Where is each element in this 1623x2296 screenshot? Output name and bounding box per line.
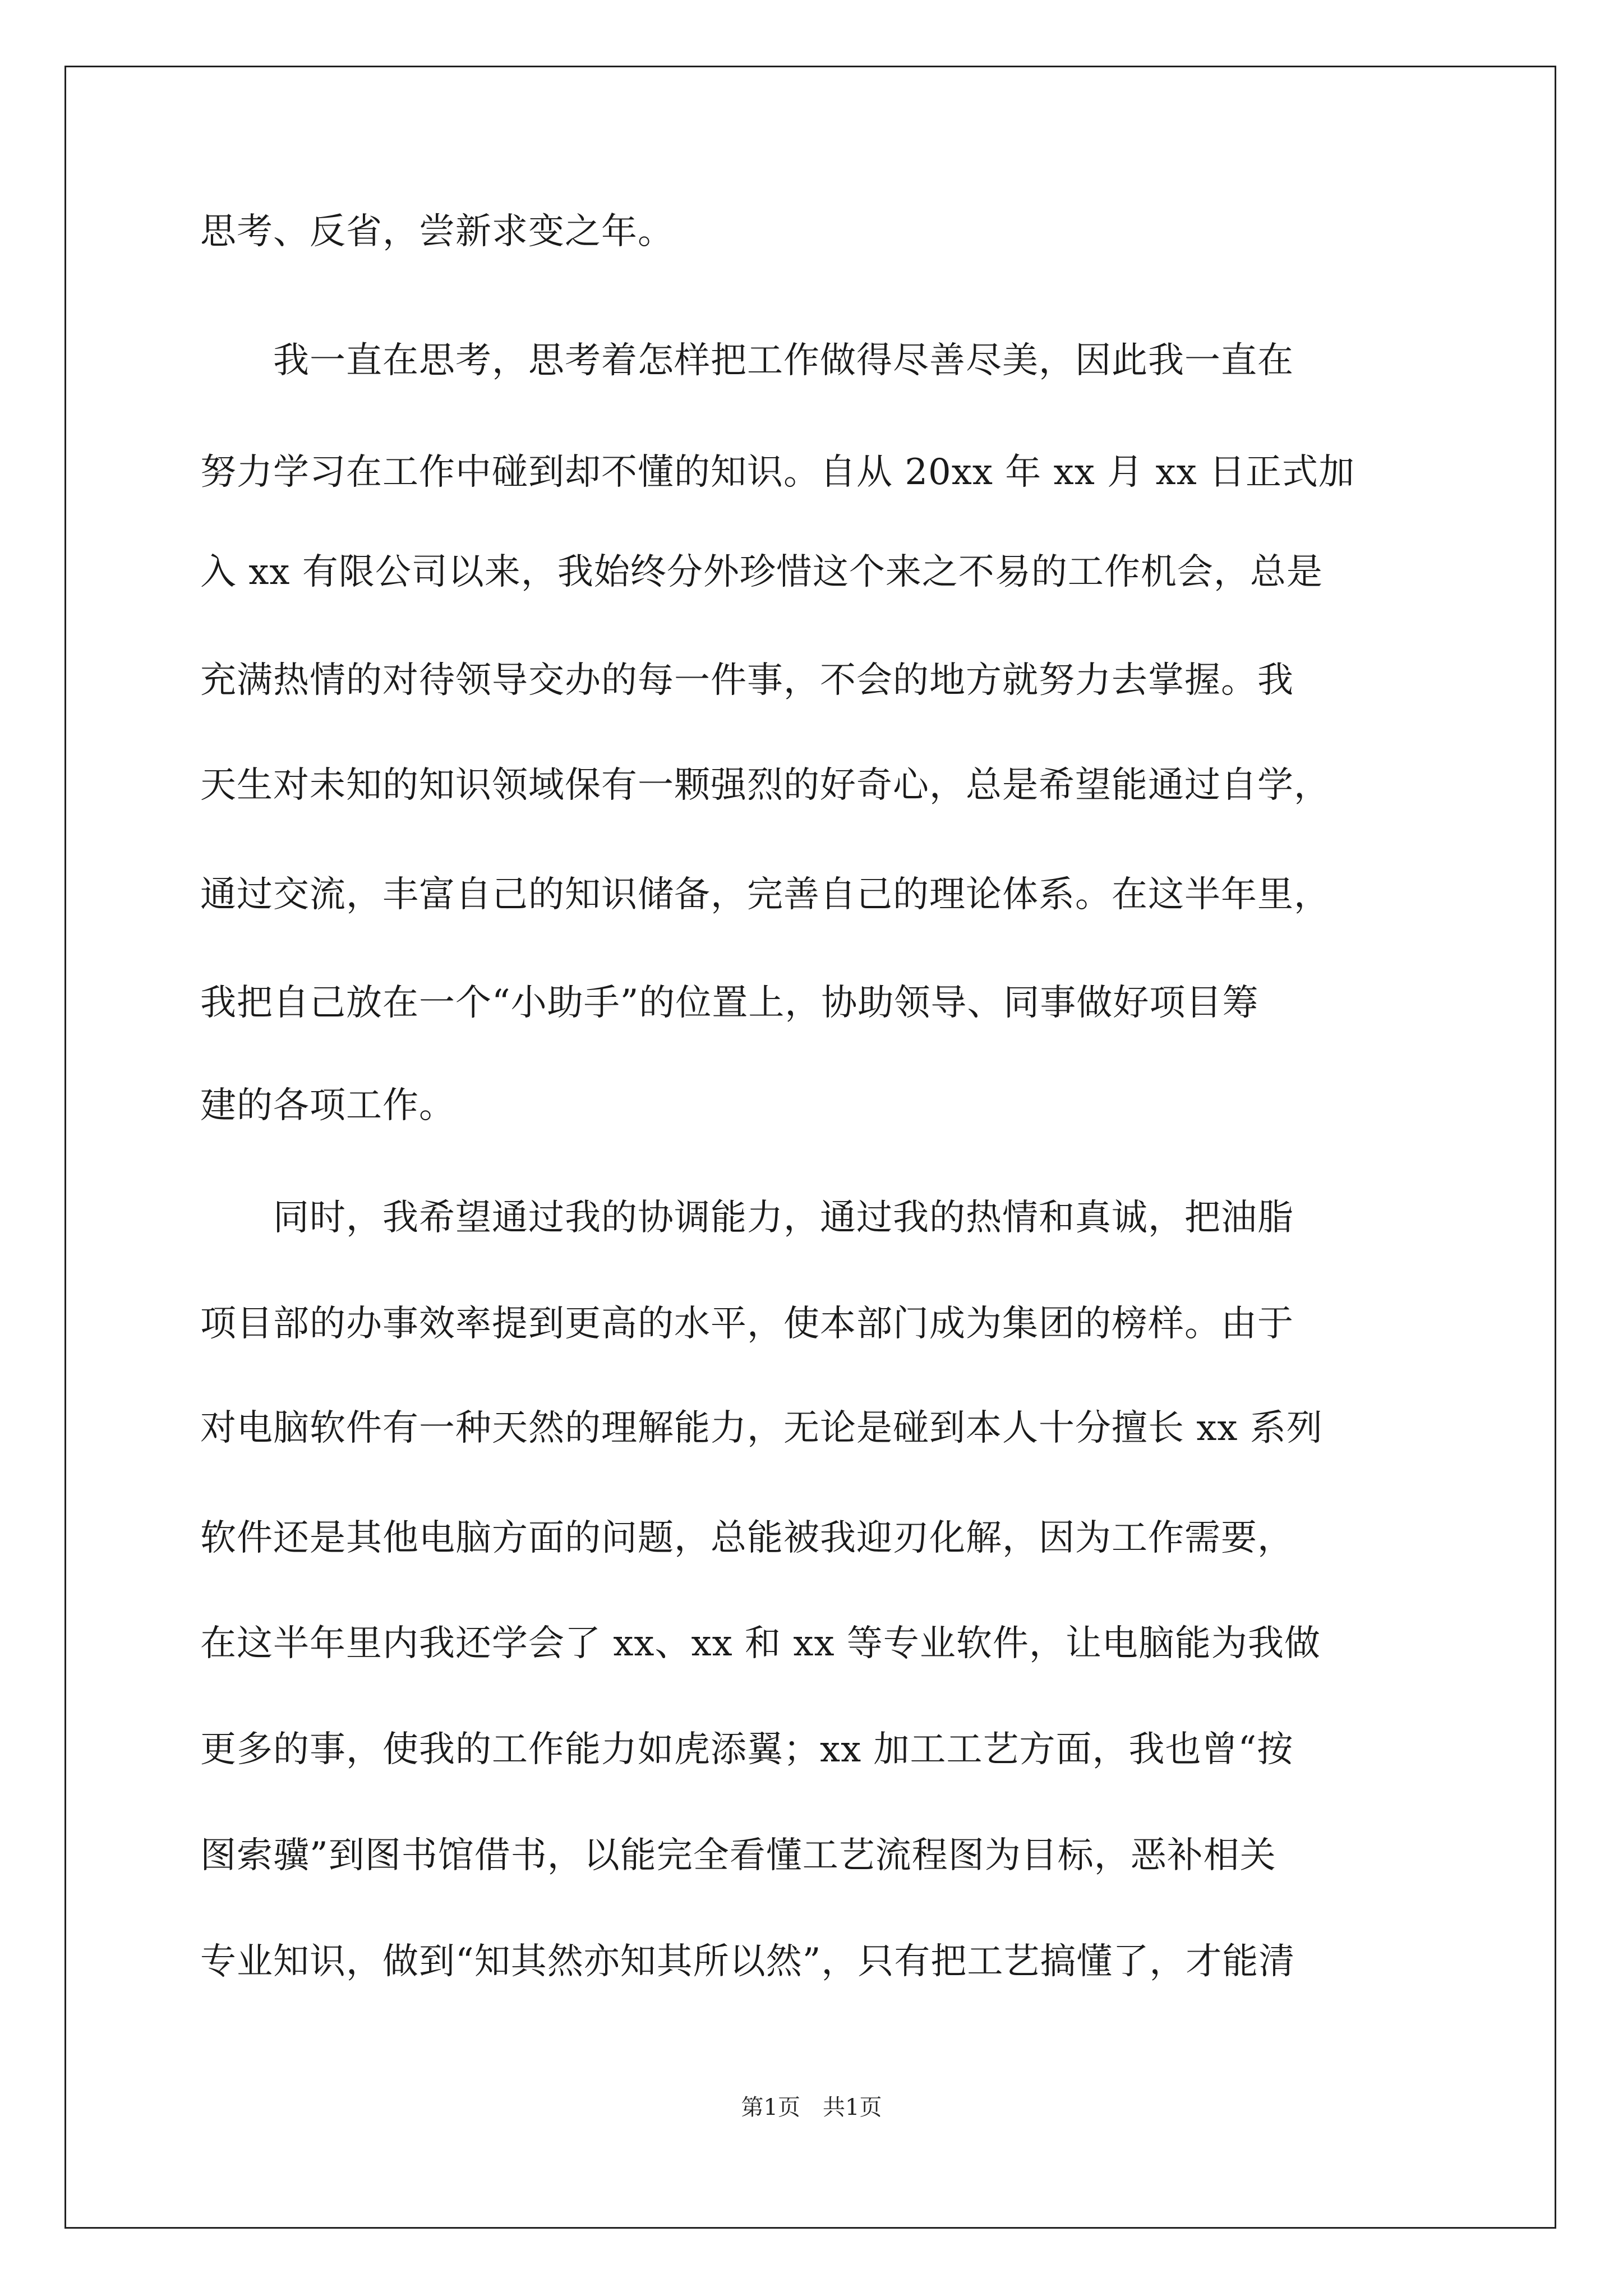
text-line: 入 xx 有限公司以来，我始终分外珍惜这个来之不易的工作机会，总是 — [200, 551, 1323, 593]
text-line: 建的各项工作。 — [200, 1085, 455, 1126]
text-line: 充满热情的对待领导交办的每一件事，不会的地方就努力去掌握。我 — [200, 660, 1294, 701]
text-line: 我一直在思考，思考着怎样把工作做得尽善尽美，因此我一直在 — [200, 340, 1294, 381]
page-number-footer: 第1页 共1页 — [741, 2095, 882, 2120]
text-line: 软件还是其他电脑方面的问题，总能被我迎刃化解，因为工作需要， — [200, 1517, 1294, 1559]
text-line: 通过交流，丰富自己的知识储备，完善自己的理论体系。在这半年里， — [200, 874, 1330, 915]
text-line: 在这半年里内我还学会了 xx、xx 和 xx 等专业软件，让电脑能为我做 — [200, 1623, 1321, 1664]
text-line: 专业知识，做到“知其然亦知其所以然”，只有把工艺搞懂了，才能清 — [200, 1941, 1295, 1982]
text-line: 项目部的办事效率提到更高的水平，使本部门成为集团的榜样。由于 — [200, 1303, 1294, 1345]
text-line: 我把自己放在一个“小助手”的位置上，协助领导、同事做好项目筹 — [200, 982, 1259, 1024]
text-line: 更多的事，使我的工作能力如虎添翼；xx 加工工艺方面，我也曾“按 — [200, 1729, 1294, 1770]
text-line: 对电脑软件有一种天然的理解能力，无论是碰到本人十分擅长 xx 系列 — [200, 1407, 1323, 1449]
text-line: 天生对未知的知识领域保有一颗强烈的好奇心，总是希望能通过自学， — [200, 765, 1330, 806]
text-line: 思考、反省，尝新求变之年。 — [200, 211, 674, 252]
page-border — [64, 66, 1556, 2229]
text-line: 同时，我希望通过我的协调能力，通过我的热情和真诚，把油脂 — [200, 1197, 1294, 1239]
text-line: 努力学习在工作中碰到却不懂的知识。自从 20xx 年 xx 月 xx 日正式加 — [200, 452, 1355, 493]
text-line: 图索骥”到图书馆借书，以能完全看懂工艺流程图为目标，恶补相关 — [200, 1835, 1276, 1876]
